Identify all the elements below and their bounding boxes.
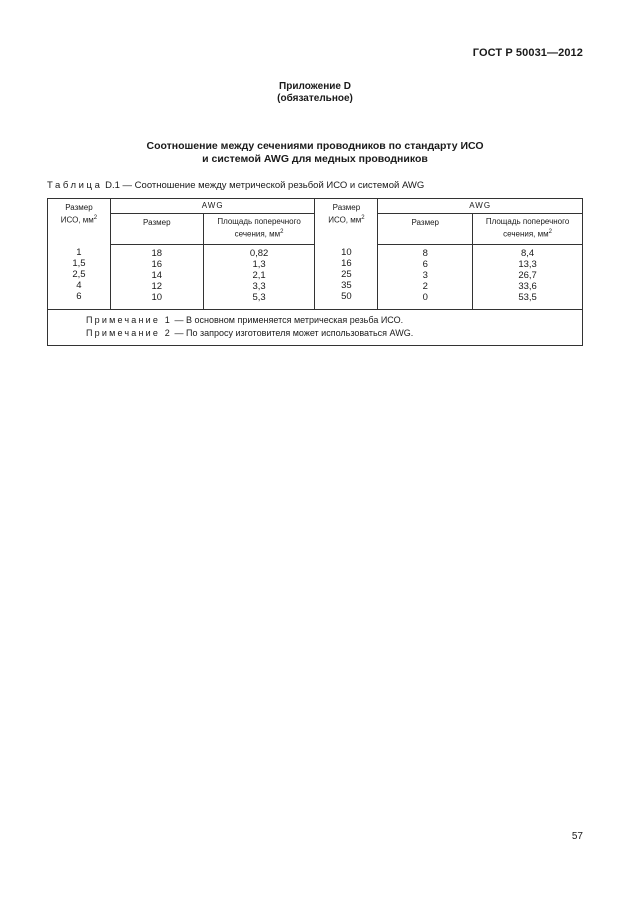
table-cell: 16 — [151, 258, 163, 270]
table-cell: 6 — [76, 291, 82, 303]
table-cell: 8,4 — [520, 247, 535, 259]
note-1 — [86, 314, 582, 327]
table-cell: 4 — [76, 280, 82, 292]
awg-size-header-right: Размер — [378, 214, 473, 245]
awg-size-header-left: Размер — [110, 214, 203, 245]
table-cell: 3 — [422, 269, 428, 281]
table-cell: 35 — [341, 280, 352, 292]
conversion-table — [47, 198, 583, 346]
table-cell: 5,3 — [252, 291, 266, 303]
appendix-heading — [0, 81, 630, 105]
iso-size-header-right: Размер ИСО, $мм^2$ — [315, 199, 378, 245]
table-caption-text: — Соотношение между метрической резьбой ИСО и системой AWG — [122, 180, 425, 191]
awg-area-column-right — [473, 244, 583, 309]
table-cell: 26,7 — [518, 269, 537, 281]
table-cell: 16 — [341, 258, 352, 270]
table-cell: 2 — [422, 280, 428, 292]
table-cell: 1,3 — [252, 258, 266, 270]
table-body-row — [48, 244, 583, 309]
table-cell: 3,3 — [252, 280, 266, 292]
table-cell: 0 — [422, 291, 428, 303]
table-cell: 2,1 — [252, 269, 266, 281]
awg-area-header-left: Площадь поперечного сечения, $мм^2$ — [203, 214, 315, 245]
table-cell: 18 — [151, 247, 163, 259]
section-title — [0, 140, 630, 166]
note-2-text: — По запросу изготовителя может использоваться AWG. — [174, 327, 414, 338]
iso-size-header-left: Размер ИСО, $мм^2$ — [48, 199, 111, 245]
document-code: ГОСТ Р 50031—2012 — [472, 47, 583, 59]
table-notes-row — [48, 309, 583, 345]
table-caption — [47, 180, 424, 191]
table-cell: 10 — [151, 291, 163, 303]
table-cell: 50 — [341, 291, 352, 303]
table-caption-label: Таблица — [47, 180, 103, 191]
table-cell: 12 — [151, 280, 163, 292]
table-cell: 10 — [341, 247, 352, 259]
table-cell: 14 — [151, 269, 163, 281]
note-1-text: — В основном применяется метрическая резьба ИСО. — [174, 314, 404, 325]
table-caption-number: D.1 — [105, 180, 120, 191]
note-2 — [86, 327, 582, 340]
appendix-status: (обязательное) — [277, 93, 353, 104]
table-cell: 53,5 — [518, 291, 537, 303]
awg-area-column-left — [203, 244, 315, 309]
table-cell: 6 — [422, 258, 428, 270]
table-cell: 8 — [422, 247, 428, 259]
section-title-line-1: Соотношение между сечениями проводников по стандарту ИСО — [146, 140, 484, 152]
table-cell: 1,5 — [72, 258, 86, 270]
awg-header-left: AWG — [110, 199, 315, 214]
table-notes — [48, 309, 583, 345]
note-2-label: Примечание 2 — [86, 327, 172, 338]
table-cell: 25 — [341, 269, 352, 281]
appendix-title: Приложение D — [279, 81, 351, 92]
awg-area-header-right: Площадь поперечного сечения, $мм^2$ — [473, 214, 583, 245]
table-cell: 2,5 — [72, 269, 86, 281]
page-number: 57 — [571, 831, 583, 842]
note-1-label: Примечание 1 — [86, 314, 172, 325]
awg-size-column-right — [378, 244, 473, 309]
table-cell: 1 — [76, 247, 82, 259]
awg-size-column-left — [110, 244, 203, 309]
table-cell: 0,82 — [249, 247, 269, 259]
table-cell: 13,3 — [518, 258, 537, 270]
table-cell: 33,6 — [518, 280, 537, 292]
section-title-line-2: и системой AWG для медных проводников — [202, 153, 428, 165]
iso-size-column-left — [48, 244, 111, 309]
iso-size-column-right — [315, 244, 378, 309]
awg-header-right: AWG — [378, 199, 583, 214]
